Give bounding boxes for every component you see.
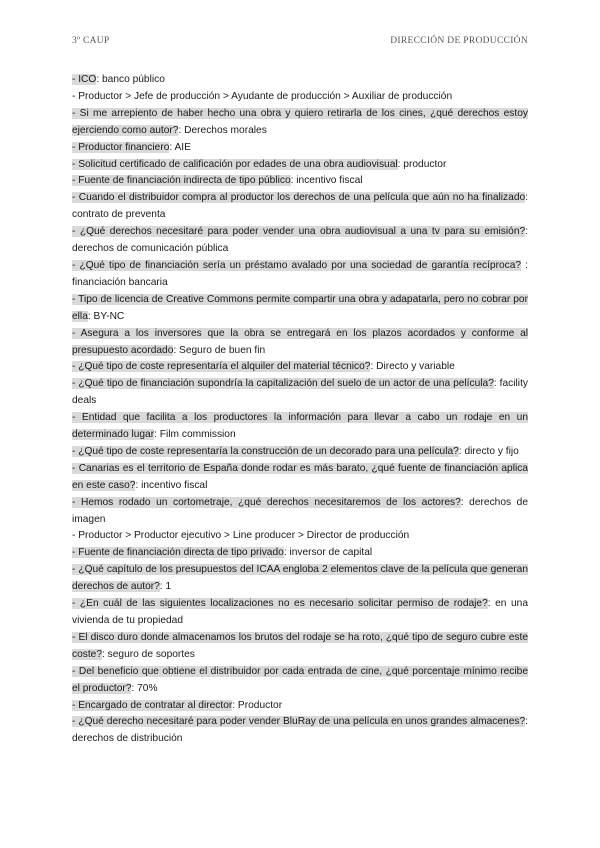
question-text: - Productor > Productor ejecutivo > Line producer > Director de producción (72, 530, 410, 542)
question-text: - Canarias es el territorio de España donde rodar es más barato, ¿qué fuente de financiación aplica en este caso? (72, 462, 528, 491)
question-text: - Tipo de licencia de Creative Commons permite compartir una obra y adapatarla, pero no cobrar por ella (72, 293, 528, 322)
list-item (72, 173, 528, 190)
list-item (72, 157, 528, 174)
list-item (72, 410, 528, 444)
question-text: - ¿Qué derechos necesitaré para poder vender una obra audiovisual a una tv para su emisión? (72, 226, 526, 238)
list-item (72, 72, 528, 89)
question-text: - Encargado de contratar al director (72, 699, 233, 711)
answer-text: : Seguro de buen fin (173, 344, 266, 356)
answer-text: : BY-NC (87, 310, 125, 322)
list-item (72, 326, 528, 360)
answer-text: : banco público (96, 74, 165, 85)
answer-text: : Productor (232, 699, 283, 711)
question-text: - Del beneficio que obtiene el distribuidor por cada entrada de cine, ¿qué porcentaje mínimo recibe el productor? (72, 665, 528, 694)
answer-text: : facility deals (72, 378, 528, 407)
list-item (72, 190, 528, 224)
answer-text: : 1 (159, 581, 172, 593)
answer-text: : AIE (169, 141, 191, 153)
answer-text: : incentivo fiscal (135, 479, 208, 491)
list-item (72, 545, 528, 562)
list-item (72, 89, 528, 106)
list-item (72, 461, 528, 495)
answer-text: : derechos de comunicación pública (72, 226, 528, 255)
answer-text: : en una vivienda de tu propiedad (72, 598, 529, 626)
question-text: - Si me arrepiento de haber hecho una obra y quiero retirarla de los cines, ¿qué derechos estoy ejerciendo como autor? (72, 107, 528, 136)
answer-text: : directo y fijo (458, 445, 519, 457)
list-item (72, 630, 528, 664)
question-text: - Asegura a los inversores que la obra se entregará en los plazos acordados y conforme al presupuesto acordado (72, 327, 528, 356)
question-text: - ¿Qué tipo de financiación sería un préstamo avalado por una sociedad de garantía recíproca? (72, 259, 522, 271)
question-text: - ¿Qué tipo de coste representaría el alquiler del material técnico? (72, 361, 371, 373)
question-text: - ¿En cuál de las siguientes localizaciones no es necesario solicitar permiso de rodaje? (72, 598, 488, 610)
list-item (72, 596, 528, 630)
list-item (72, 444, 528, 461)
answer-text: : contrato de preventa (72, 192, 528, 221)
question-text: - Fuente de financiación directa de tipo privado (72, 547, 284, 559)
question-text: - ¿Qué tipo de financiación supondría la capitalización del suelo de un actor de una película? (72, 378, 494, 390)
question-text: - Fuente de financiación indirecta de tipo público (72, 175, 291, 187)
answer-text: : productor (397, 158, 447, 170)
list-item (72, 258, 528, 292)
answer-text: : Derechos morales (178, 124, 267, 136)
question-text: - Productor > Jefe de producción > Ayudante de producción > Auxiliar de producción (72, 90, 453, 102)
list-item (72, 376, 528, 410)
question-text: - Hemos rodado un cortometraje, ¿qué derechos necesitaremos de los actores? (72, 496, 461, 508)
answer-text: : derechos de imagen (72, 496, 528, 525)
list-item (72, 292, 528, 326)
question-list (72, 72, 528, 748)
question-text: - ¿Qué derecho necesitaré para poder vender BluRay de una película en unos grandes almacenes? (72, 716, 526, 728)
header-subject: DIRECCIÓN DE PRODUCCIÓN (390, 36, 528, 46)
answer-text: : Film commission (154, 429, 236, 441)
question-text: - Cuando el distribuidor compra al productor los derechos de una película que aún no ha finalizado (72, 192, 526, 204)
list-item (72, 528, 528, 545)
answer-text: : derechos de distribución (72, 716, 528, 745)
list-item (72, 140, 528, 157)
list-item (72, 698, 528, 715)
list-item (72, 562, 528, 596)
question-text: - Solicitud certificado de calificación por edades de una obra audiovisual (72, 158, 398, 170)
answer-text: : Directo y variable (370, 361, 455, 373)
question-text: - ¿Qué capítulo de los presupuestos del ICAA engloba 2 elementos clave de la película que generan derechos de autor? (72, 564, 528, 593)
question-text: - Entidad que facilita a los productores la información para llevar a cabo un rodaje en un determinado lugar (72, 412, 528, 441)
question-text: - ICO (72, 74, 97, 85)
answer-text: : seguro de soportes (102, 648, 195, 660)
question-text: - ¿Qué tipo de coste representaría la construcción de un decorado para una película? (72, 445, 459, 457)
list-item (72, 106, 528, 140)
question-text: - El disco duro donde almacenamos los brutos del rodaje se ha roto, ¿qué tipo de seguro cubre este coste? (72, 631, 528, 660)
list-item (72, 495, 528, 529)
answer-text: : financiación bancaria (72, 259, 528, 288)
answer-text: : inversor de capital (283, 547, 373, 559)
list-item (72, 224, 528, 258)
question-text: - Productor financiero (72, 141, 170, 153)
answer-text: : incentivo fiscal (290, 175, 363, 187)
answer-text: : 70% (131, 682, 158, 694)
list-item (72, 714, 528, 748)
list-item (72, 664, 528, 698)
header-course: 3º CAUP (72, 36, 110, 46)
list-item (72, 359, 528, 376)
